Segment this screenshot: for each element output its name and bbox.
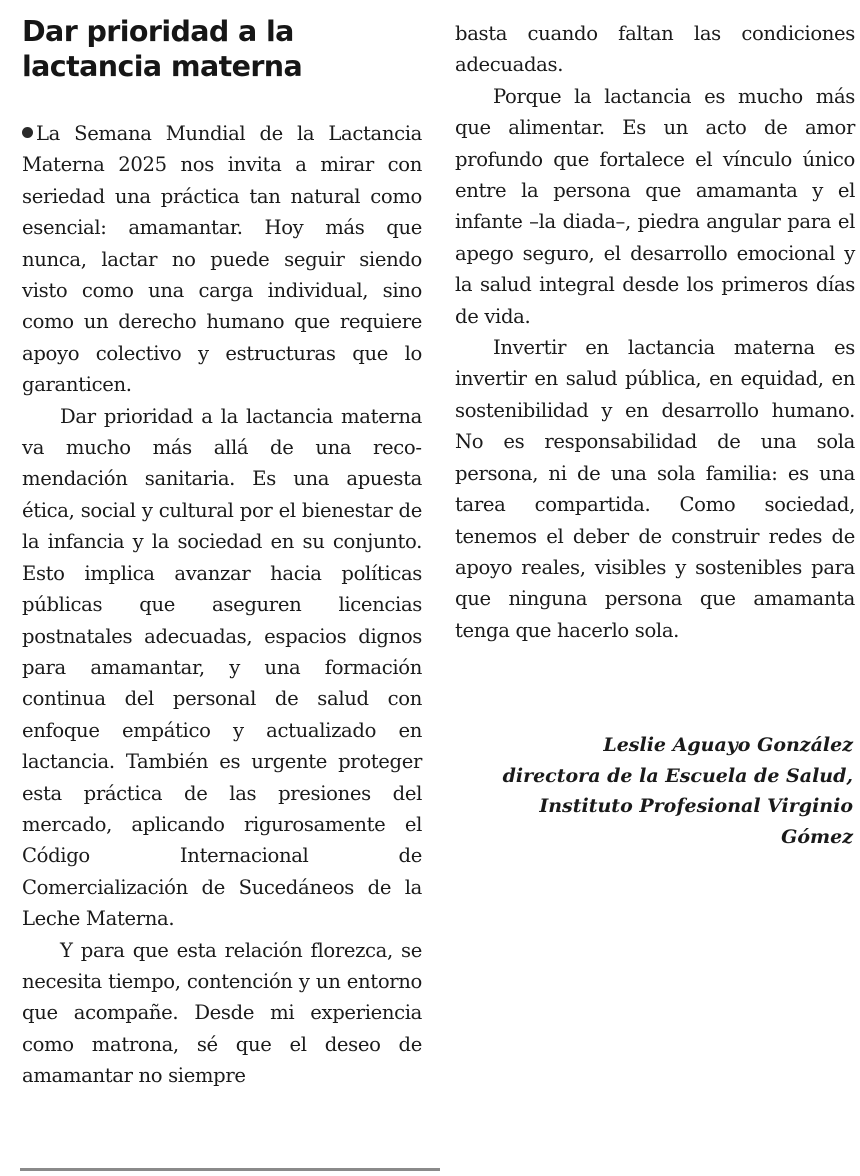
paragraph-investment: Invertir en lactancia materna es invertir en salud pública, en equidad, en sostenibilidad y en desarrollo humano. No es responsabilidad de una sola persona, ni de una sola familia: es una tarea compartida. Como sociedad, tenemos el deber de construir redes de apoyo reales, visibles y sostenibles para que ninguna persona que amamanta tenga que hacerlo sola.: [455, 336, 855, 642]
paragraph-intro-text: La Semana Mundial de la Lactancia Materna 2025 nos invita a mirar con seriedad una práctica tan natural como esencial: amamantar. Hoy más que nunca, lactar no puede seguir siendo visto como una carga individual, sino como un derecho humano que requiere apoyo colectivo y estructuras que lo garanticen.: [22, 122, 422, 397]
author-role: directora de la Escuela de Salud,: [502, 764, 853, 787]
paragraph-priority: Dar prioridad a la lactancia materna va mucho más allá de una recomendación sanitaria. Es una apuesta ética, social y cultural por el bienestar de la infancia y la sociedad en su conjunto. Esto implica avanzar hacia políticas públicas que aseguren licencias postnatales adecuadas, espacios dignos para amamantar, y una formación continua del personal de salud con enfoque empático y actualizado en lactancia. También es urgente proteger esta práctica de las presiones del mercado, aplicando rigurosamente el Código Internacional de Comercialización de Sucedáneos de la Leche Materna.: [22, 404, 422, 931]
left-column: [22, 118, 422, 1092]
bullet-icon: [22, 127, 33, 138]
author-name: Leslie Aguayo González: [603, 734, 853, 756]
paragraph-continuation: basta cuando faltan las condiciones adecuadas.: [455, 22, 855, 77]
author-institution-cont: Gómez: [781, 825, 853, 848]
article-title: Dar prioridad a la lactancia materna: [22, 15, 303, 83]
right-column: [455, 18, 855, 646]
paragraph-relationship: Y para que esta relación florezca, se necesita tiempo, contención y un entorno que acompañe. Desde mi experiencia como matrona, sé que el deseo de amamantar no siempre: [22, 938, 422, 1088]
author-institution: Instituto Profesional Virginio: [539, 795, 853, 817]
paragraph-bond: Porque la lactancia es mucho más que alimentar. Es un acto de amor profundo que fortalece el vínculo único entre la persona que amamanta y el infante –la diada–, piedra angular para el apego seguro, el desarrollo emocional y la salud integral desde los primeros días de vida.: [455, 84, 855, 328]
paragraph-intro: [22, 118, 422, 401]
bottom-divider: [20, 1168, 440, 1171]
author-signature: [455, 730, 853, 852]
